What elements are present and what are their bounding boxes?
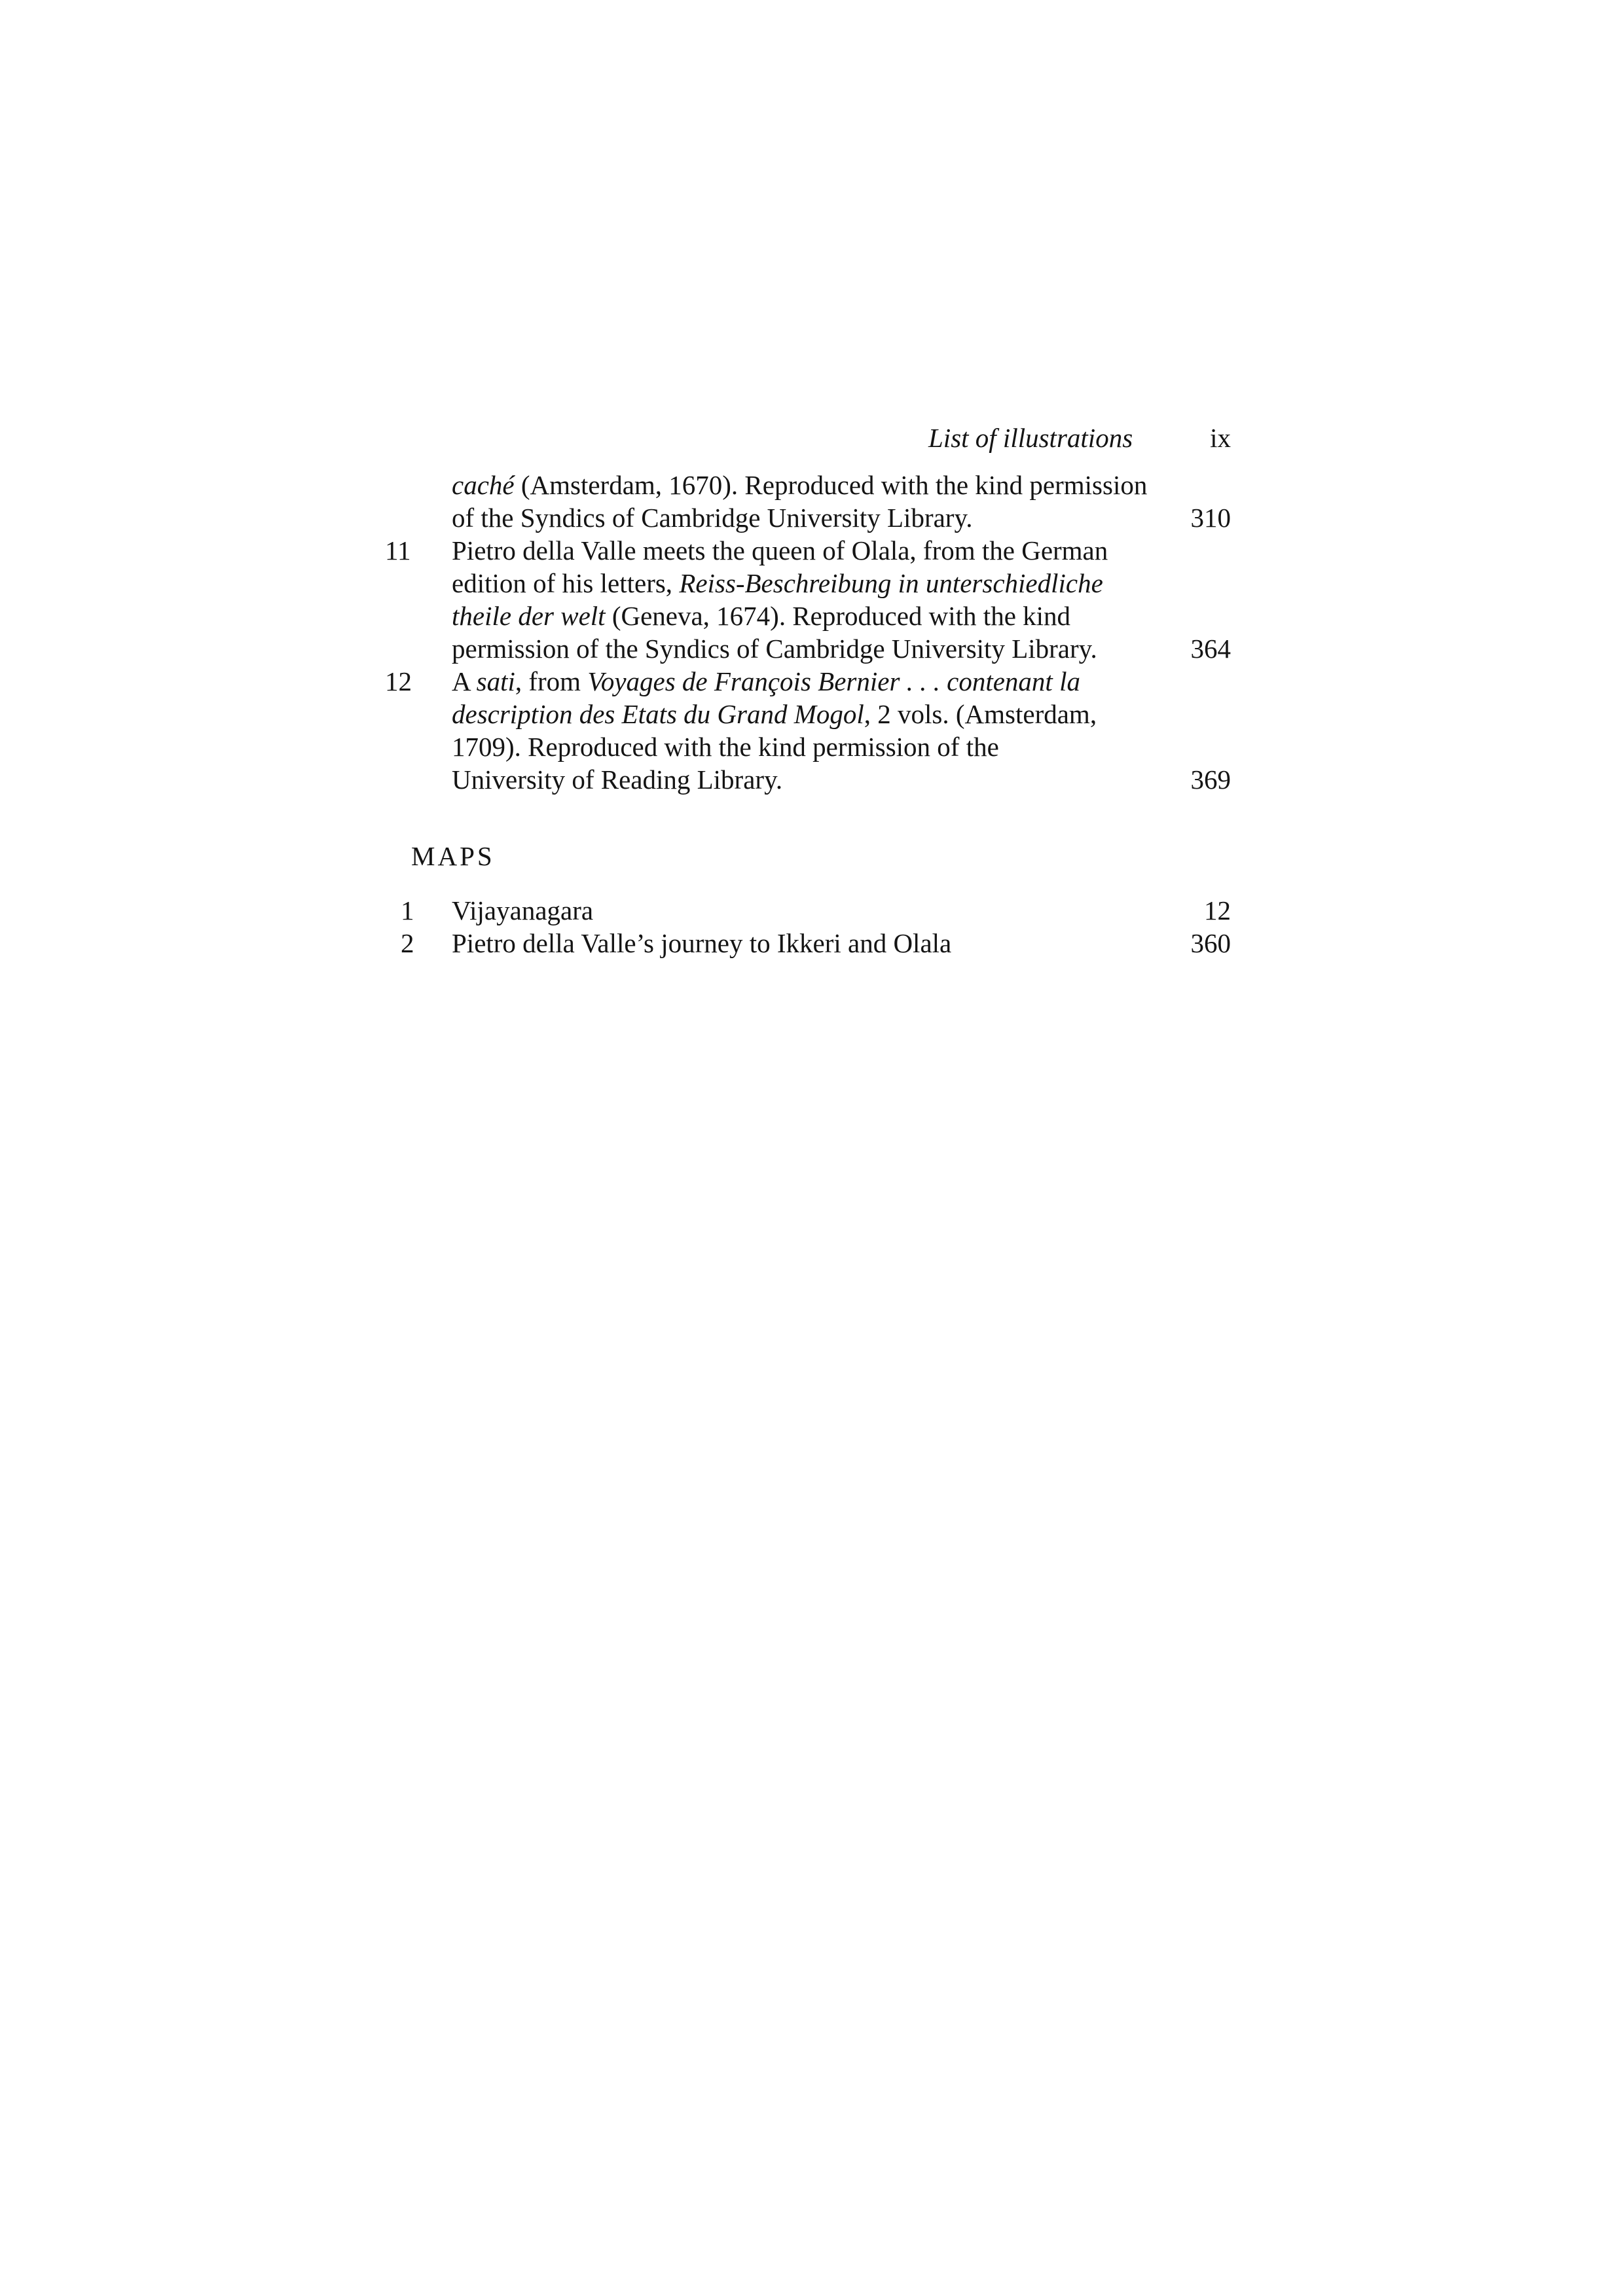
entry-11-text-4: permission of the Syndics of Cambridge University Library. (452, 634, 1097, 664)
entry-10-text-2: of the Syndics of Cambridge University Library. (452, 503, 973, 533)
entry-11-italic-2: Reiss-Beschreibung in unterschiedliche (679, 568, 1103, 598)
entry-11-line-1 (452, 534, 1108, 567)
entry-12-text-1b: , from (515, 666, 588, 696)
entry-12-line-3 (452, 730, 999, 763)
map-1-page: 12 (1204, 895, 1231, 925)
entry-12-italic-1b: Voyages de François Bernier . . . contenant la (587, 666, 1080, 696)
page-number: ix (1210, 423, 1231, 453)
entry-10-line-1 (452, 469, 1147, 501)
entry-12-text-2b: , 2 vols. (Amsterdam, (864, 699, 1097, 729)
entry-11-number: 11 (385, 535, 411, 565)
entry-10-text: (Amsterdam, 1670). Reproduced with the kind permission (514, 470, 1148, 500)
map-2-number: 2 (401, 928, 414, 958)
entry-11-line-2 (452, 567, 1103, 600)
entry-12-number: 12 (385, 666, 412, 696)
entry-12-italic-1a: sati (476, 666, 515, 696)
map-1-number: 1 (401, 895, 414, 925)
entry-11-italic-3: theile der welt (452, 601, 606, 631)
entry-11-text-1: Pietro della Valle meets the queen of Olala, from the German (452, 535, 1108, 565)
running-title: List of illustrations (928, 423, 1133, 453)
entry-12-text-1a: A (452, 666, 477, 696)
entry-11-text-3b: (Geneva, 1674). Reproduced with the kind (605, 601, 1071, 631)
entry-10-line-2 (452, 501, 973, 534)
entry-12-text-4: University of Reading Library. (452, 764, 783, 795)
entry-11-line-4 (452, 632, 1097, 665)
map-1-title: Vijayanagara (452, 895, 594, 925)
maps-heading: MAPS (411, 841, 495, 871)
entry-10-page: 310 (1190, 503, 1231, 533)
map-2-page: 360 (1190, 928, 1231, 958)
entry-12-page: 369 (1190, 764, 1231, 795)
entry-11-page: 364 (1190, 634, 1231, 664)
map-2-title: Pietro della Valle’s journey to Ikkeri and Olala (452, 928, 952, 958)
entry-12-text-3: 1709). Reproduced with the kind permission of the (452, 732, 999, 762)
entry-12-line-2 (452, 698, 1097, 730)
entry-10-italic: caché (452, 470, 515, 500)
entry-11-text-2a: edition of his letters, (452, 568, 680, 598)
entry-12-line-4 (452, 763, 782, 796)
entry-12-italic-2: description des Etats du Grand Mogol (452, 699, 864, 729)
entry-11-line-3 (452, 600, 1070, 632)
entry-12-line-1 (452, 665, 1080, 698)
